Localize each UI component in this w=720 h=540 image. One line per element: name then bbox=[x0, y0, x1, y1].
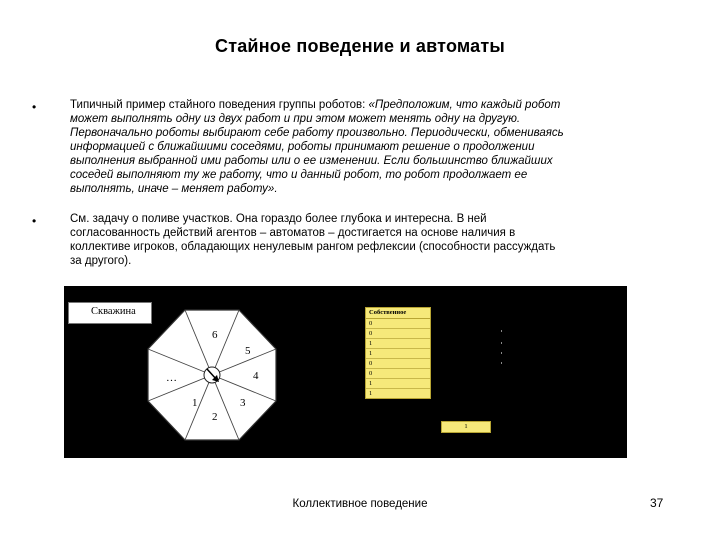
paragraph-lead: Типичный пример стайного поведения группы роботов: bbox=[70, 99, 369, 111]
state-table-cell: 0 bbox=[366, 369, 430, 379]
state-table-cell: 0 bbox=[366, 329, 430, 339]
text-line bbox=[70, 98, 688, 112]
sector-label: 2 bbox=[212, 411, 218, 423]
paragraph-robots-swarm bbox=[70, 98, 688, 196]
text-line: См. задачу о поливе участков. Она гораздо более глубока и интересна. В ней bbox=[70, 213, 487, 225]
page-number: 37 bbox=[650, 496, 664, 510]
well-label: Скважина bbox=[68, 302, 152, 324]
octagon-diagram bbox=[64, 286, 627, 458]
marker-dot bbox=[501, 352, 502, 354]
sector-label: 3 bbox=[240, 397, 246, 409]
quote-line: выполнять, иначе – меняет работу». bbox=[70, 183, 278, 195]
result-cell: 1 bbox=[441, 421, 491, 433]
bullet-marker: • bbox=[32, 100, 37, 114]
quote-line: Первоначально роботы выбирают себе работу произвольно. Периодически, обмениваясь bbox=[70, 127, 564, 139]
quote-line: соседей выполняют ту же работу, что и данный робот, то робот продолжает ее bbox=[70, 169, 528, 181]
sector-label: 4 bbox=[253, 370, 259, 382]
paragraph-watering-task bbox=[70, 212, 688, 268]
sector-label: … bbox=[166, 372, 177, 384]
marker-dot bbox=[501, 362, 502, 364]
marker-dot bbox=[501, 330, 502, 332]
state-table-cell: 1 bbox=[366, 349, 430, 359]
text-line: согласованность действий агентов – автоматов – достигается на основе наличия в bbox=[70, 227, 516, 239]
state-table-cell: 1 bbox=[366, 339, 430, 349]
automata-figure bbox=[64, 286, 627, 458]
bullet-marker: • bbox=[32, 214, 37, 228]
marker-dot bbox=[501, 342, 502, 344]
text-line: коллективе игроков, обладающих ненулевым рангом рефлексии (способности рассуждать bbox=[70, 241, 556, 253]
quote-line: информацией с ближайшими соседями, роботы принимают решение о продолжении bbox=[70, 141, 535, 153]
state-table-cell: 1 bbox=[366, 379, 430, 389]
state-table bbox=[365, 307, 431, 399]
quote-line: выполнения выбранной ими работы или о ее изменении. Если большинство ближайших bbox=[70, 155, 553, 167]
text-line: за другого). bbox=[70, 255, 132, 267]
state-table-cell: 0 bbox=[366, 359, 430, 369]
sector-label: 1 bbox=[192, 397, 198, 409]
quote-line: «Предположим, что каждый робот bbox=[368, 99, 561, 111]
footer-title: Коллективное поведение bbox=[292, 498, 428, 510]
sector-label: 5 bbox=[245, 345, 251, 357]
state-table-cell: 0 bbox=[366, 319, 430, 329]
state-table-header: Собственное bbox=[366, 308, 430, 319]
quote-line: может выполнять одну из двух работ и при этом может менять одну на другую. bbox=[70, 113, 521, 125]
state-table-cell: 1 bbox=[369, 390, 373, 397]
sector-label: 6 bbox=[212, 329, 218, 341]
slide-title: Стайное поведение и автоматы bbox=[215, 36, 505, 56]
